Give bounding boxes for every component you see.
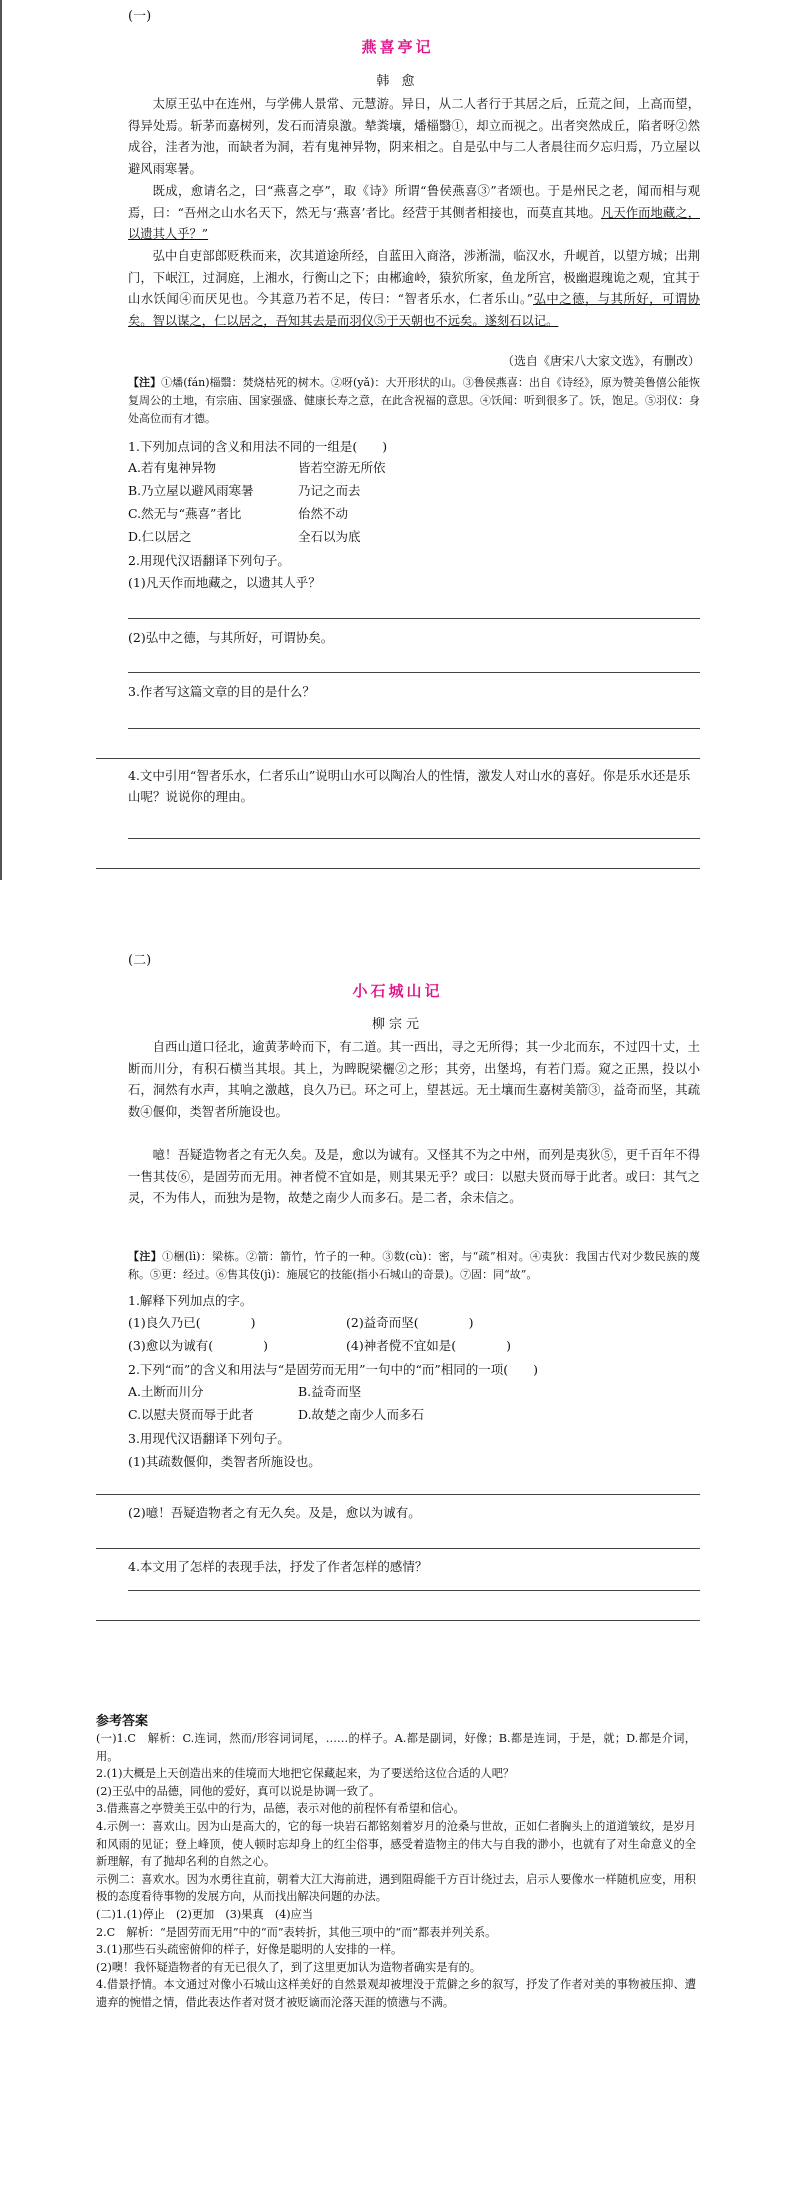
article-title: 小石城山记 bbox=[352, 982, 443, 1000]
answer-line-text: (一)1.C 解析：C.连词，然而/形容词词尾，……的样子。A.都是副词，好像；B.都是连词，于是，就；D.都是介词，用。 bbox=[96, 1732, 696, 1763]
option-c-right: 佁然不动 bbox=[298, 506, 349, 521]
paragraph-text: 弘中自吏部郎贬秩而来，次其道途所经，自蓝田入商洛，涉淅湍，临汉水，升岘首，以望方城；出荆门，下岷江，过洞庭，上湘水，行衡山之下；由郴逾岭，猿狖所家，鱼龙所宫，极幽遐瑰诡之观，宜其于山水饫闻④而厌见也。今其意乃若不足，传曰：“智者乐水，仁者乐山。” bbox=[128, 249, 700, 306]
question-3: 3.用现代汉语翻译下列句子。 bbox=[128, 1431, 290, 1446]
option-a-left: A.若有鬼神异物 bbox=[128, 460, 217, 475]
option-b-right: 乃记之而去 bbox=[298, 483, 361, 498]
article-title: 燕喜亭记 bbox=[361, 38, 434, 56]
paragraph-text: 既成，愈请名之，曰“燕喜之亭”，取《诗》所谓“鲁侯燕喜③”者颂也。于是州民之老，闻而相与观焉，曰：“吾州之山水名天下，然无与‘燕喜’者比。经营于其侧者相接也，而莫直其地。 bbox=[128, 184, 700, 220]
question-2: 2.下列“而”的含义和用法与“是固劳而无用”一句中的“而”相同的一项( ) bbox=[128, 1362, 539, 1377]
question-2: 2.用现代汉语翻译下列句子。 bbox=[128, 553, 290, 568]
answer-line[interactable] bbox=[96, 1620, 700, 1621]
passage-paragraph bbox=[128, 181, 700, 246]
option-a: A.土断而川分 bbox=[128, 1384, 204, 1399]
answer-line[interactable] bbox=[96, 758, 700, 759]
paragraph-text: 太原王弘中在连州，与学佛人景常、元慧游。异日，从二人者行于其居之后，丘荒之间，上高而望，得异处焉。斩茅而嘉树列，发石而清泉激。辇粪壤，燔椔翳①，却立而视之。出者突然成丘，陷者呀②然成谷，洼者为池，而缺者为洞，若有鬼神异物，阴来相之。自是弘中与二人者晨往而夕忘归焉，乃立屋以避风雨寒暑。 bbox=[128, 97, 700, 176]
question-1: 1.下列加点词的含义和用法不同的一组是( ) bbox=[128, 439, 388, 454]
option-d: D.故楚之南少人而多石 bbox=[298, 1407, 425, 1422]
annotation-note bbox=[128, 1248, 700, 1284]
answer-line-text: (2)王弘中的品德，同他的爱好，真可以说是协调一致了。 bbox=[96, 1784, 381, 1798]
option-d-right: 全石以为底 bbox=[298, 529, 361, 544]
question-1: 1.解释下列加点的字。 bbox=[128, 1293, 253, 1308]
paragraph-text: 自西山道口径北，逾黄茅岭而下，有二道。其一西出，寻之无所得；其一少北而东，不过四十丈，土断而川分，有积石横当其垠。其上，为睥睨梁欐②之形；其旁，出堡坞，有若门焉。窥之正黑，投以小石，洞然有水声，其响之激越，良久乃已。环之可上，望甚远。无土壤而生嘉树美箭③，益奇而坚，其疏数④偃仰，类智者所施设也。 bbox=[128, 1040, 700, 1119]
passage-paragraph bbox=[128, 246, 700, 332]
answer-line[interactable] bbox=[128, 672, 700, 673]
article-author: 柳宗元 bbox=[371, 1017, 423, 1032]
option-d-left: D.仁以居之 bbox=[128, 529, 192, 544]
question-2-2: (2)弘中之德，与其所好，可谓协矣。 bbox=[128, 630, 334, 645]
note-label: 【注】 bbox=[128, 1250, 163, 1263]
option-c: C.以慰夫贤而辱于此者 bbox=[128, 1407, 254, 1422]
answer-line-text: (2)噢！我怀疑造物者的有无已很久了，到了这里更加认为造物者确实是有的。 bbox=[96, 1960, 482, 1974]
page-edge bbox=[0, 0, 2, 880]
underlined-sentence: 弘中之德，与其所好，可谓协矣。智以谋之，仁以居之，吾知其去是而羽仪⑤于天朝也不远矣。遂刻石以记。 bbox=[128, 292, 700, 328]
source-citation: （选自《唐宋八大家文选》，有删改） bbox=[501, 354, 700, 368]
question-3-1: (1)其疏数偃仰，类智者所施设也。 bbox=[128, 1454, 321, 1469]
option-c-left: C.然无与“燕喜”者比 bbox=[128, 506, 242, 521]
answer-line-text: 3.借燕喜之亭赞美王弘中的行为，品德，表示对他的前程怀有希望和信心。 bbox=[96, 1802, 465, 1816]
paragraph-text: 噫！吾疑造物者之有无久矣。及是，愈以为诚有。又怪其不为之中州，而列是夷狄⑤，更千百年不得一售其伎⑥，是固劳而无用。神者傥不宜如是，则其果无乎？或曰：以慰夫贤而辱于此者。或曰：其气之灵，不为伟人，而独为是物，故楚之南少人而多石。是二者，余未信之。 bbox=[128, 1148, 700, 1205]
article-author: 韩 愈 bbox=[376, 74, 419, 89]
section-label: (二) bbox=[128, 953, 152, 968]
section-label: (一) bbox=[128, 9, 152, 24]
passage-paragraph bbox=[128, 1037, 700, 1123]
option-b-left: B.乃立屋以避风雨寒暑 bbox=[128, 483, 254, 498]
answer-line-text: 3.(1)那些石头疏密俯仰的样子，好像是聪明的人安排的一样。 bbox=[96, 1943, 403, 1957]
answer-line[interactable] bbox=[128, 838, 700, 839]
blank-item-1[interactable]: (1)良久乃已( ) bbox=[128, 1315, 256, 1330]
question-4: 4.本文用了怎样的表现手法，抒发了作者怎样的感情？ bbox=[128, 1559, 428, 1574]
note-text: ①梱(lì)：梁栋。②箭：箭竹，竹子的一种。③数(cù)：密，与“疏”相对。④夷狄：我国古代对少数民族的蔑称。⑤更：经过。⑥售其伎(jì)：施展它的技能(指小石城山的奇景)。⑦固：同“故”。 bbox=[128, 1250, 700, 1281]
blank-item-3[interactable]: (3)愈以为诚有( ) bbox=[128, 1338, 268, 1353]
blank-item-4[interactable]: (4)神者傥不宜如是( ) bbox=[346, 1338, 511, 1353]
annotation-note bbox=[128, 374, 700, 428]
answer-line[interactable] bbox=[128, 728, 700, 729]
answer-line[interactable] bbox=[96, 868, 700, 869]
question-3: 3.作者写这篇文章的目的是什么？ bbox=[128, 684, 315, 699]
answer-line-text: 示例二：喜欢水。因为水勇往直前，朝着大江大海前进，遇到阻碍能千方百计绕过去，启示人要像水一样随机应变，用积极的态度看待事物的发展方向，从而找出解决问题的办法。 bbox=[96, 1872, 696, 1904]
underlined-sentence: 凡天作而地藏之，以遗其人乎？” bbox=[128, 205, 700, 241]
answer-line[interactable] bbox=[96, 1548, 700, 1549]
answer-line[interactable] bbox=[96, 1494, 700, 1495]
answer-line-text: 4.示例一：喜欢山。因为山是高大的，它的每一块岩石都铭刻着岁月的沧桑与世故，正如仁者胸头上的道道皱纹，是岁月和风雨的见证；登上峰顶，使人顿时忘却身上的红尘俗事，感受着造物主的伟大与自我的渺小，也就有了对生命意义的全新理解，有了抛却名利的自然之心。 bbox=[96, 1819, 696, 1869]
answer-line-text: 2.(1)大概是上天创造出来的佳境而大地把它保藏起来，为了要送给这位合适的人吧？ bbox=[96, 1767, 515, 1781]
option-b: B.益奇而坚 bbox=[298, 1384, 362, 1399]
answer-line[interactable] bbox=[128, 1590, 700, 1591]
blank-item-2[interactable]: (2)益奇而坚( ) bbox=[346, 1315, 474, 1330]
question-3-2: (2)噫！吾疑造物者之有无久矣。及是，愈以为诚有。 bbox=[128, 1505, 421, 1520]
answer-line-text: 4.借景抒情。本文通过对像小石城山这样美好的自然景观却被埋没于荒僻之乡的叙写，抒发了作者对美的事物被压抑、遭遗弃的惋惜之情，借此表达作者对贤才被贬谪而沦落天涯的愤懑与不满。 bbox=[96, 1978, 696, 2009]
passage-paragraph bbox=[128, 94, 700, 180]
passage-paragraph bbox=[128, 1145, 700, 1210]
answer-line-text: (二)1.(1)停止 (2)更加 (3)果真 (4)应当 bbox=[96, 1907, 314, 1921]
option-a-right: 皆若空游无所依 bbox=[298, 460, 386, 475]
answers-heading: 参考答案 bbox=[96, 1714, 149, 1729]
answer-line-text: 2.C 解析：“是固劳而无用”中的“而”表转折，其他三项中的“而”都表并列关系。 bbox=[96, 1925, 497, 1939]
answer-line[interactable] bbox=[128, 618, 700, 619]
answers-body bbox=[96, 1730, 696, 2012]
note-text: ①燔(fán)椔翳：焚烧枯死的树木。②呀(yǎ)：大开形状的山。③鲁侯燕喜：出自《诗经》，原为赞美鲁僖公能恢复周公的土地，有宗庙、国家强盛、健康长寿之意，在此含祝福的意思。④饫闻：听到很多了。饫，饱足。⑤羽仪：身处高位而有才德。 bbox=[128, 376, 701, 425]
note-label: 【注】 bbox=[128, 376, 162, 389]
question-4: 4.文中引用“智者乐水，仁者乐山”说明山水可以陶冶人的性情，激发人对山水的喜好。你是乐水还是乐山呢？说说你的理由。 bbox=[128, 768, 691, 804]
question-2-1: (1)凡天作而地藏之，以遗其人乎？ bbox=[128, 575, 321, 590]
